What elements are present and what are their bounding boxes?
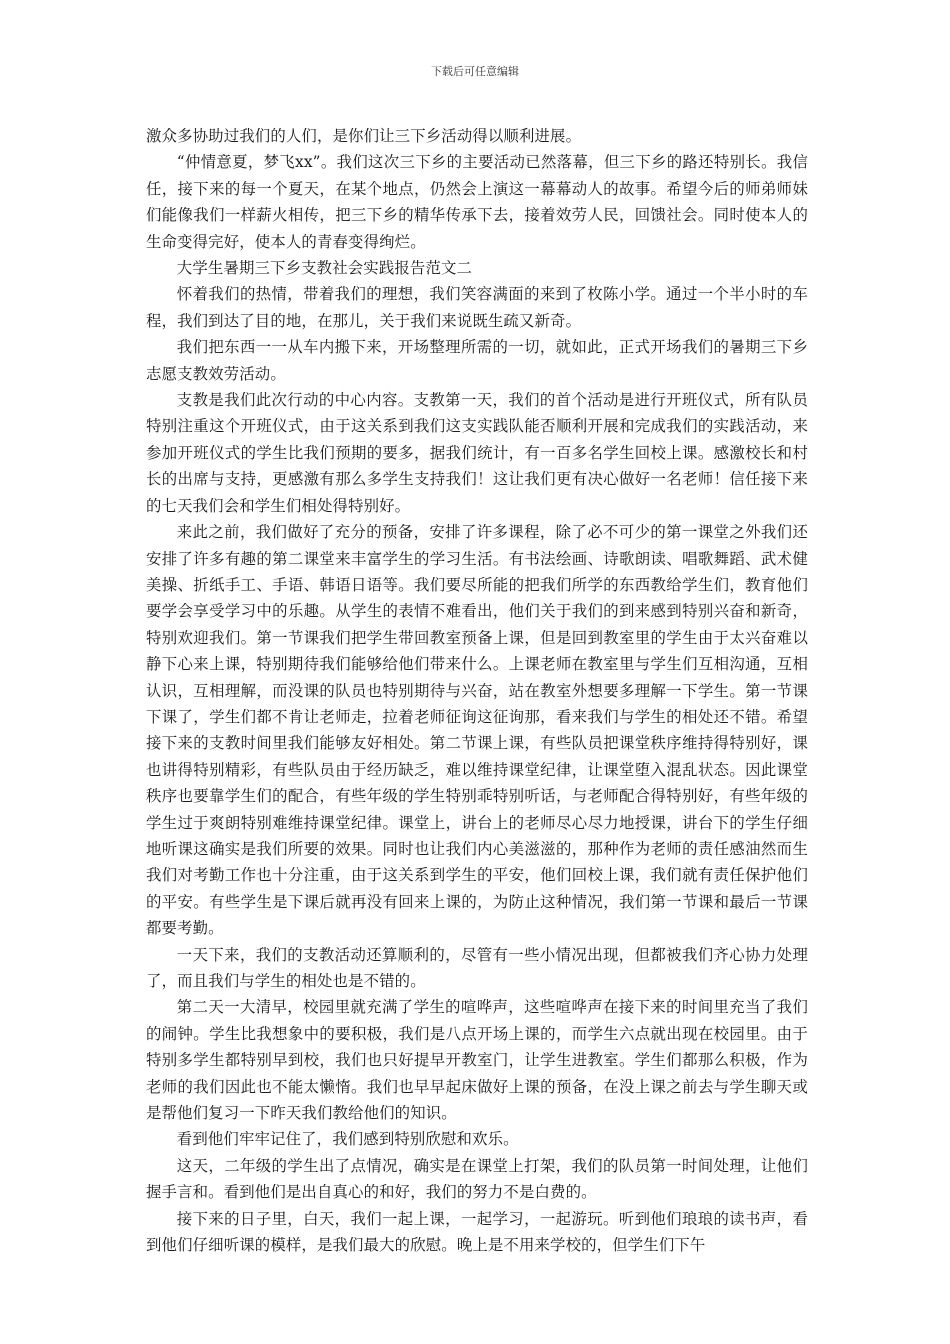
body-paragraph: 接下来的日子里，白天，我们一起上课，一起学习，一起游玩。听到他们琅琅的读书声，看到他们仔细听课的模样，是我们最大的欣慰。晚上是不用来学校的，但学生们下午 (146, 1209, 808, 1255)
page-header: 下载后可任意编辑 (431, 65, 519, 78)
body-paragraph: 第二天一大清早，校园里就充满了学生的喧哗声，这些喧哗声在接下来的时间里充当了我们的闹钟。学生比我想象中的要积极，我们是八点开场上课的，而学生六点就出现在校园里。由于特别多学生都特别早到校，我们也只好提早开教室门，让学生进教室。学生们都那么积极，作为老师的我们因此也不能太懒惰。我们也早早起床做好上课的预备，在没上课之前去与学生聊天或是帮他们复习一下昨天我们教给他们的知识。 (146, 998, 808, 1123)
body-paragraph: 这天，二年级的学生出了点情况，确实是在课堂上打架，我们的队员第一时间处理，让他们握手言和。看到他们是出自真心的和好，我们的努力不是白费的。 (146, 1156, 808, 1202)
body-paragraph: 看到他们牢牢记住了，我们感到特别欣慰和欢乐。 (176, 1130, 519, 1149)
body-paragraph: 激众多协助过我们的人们，是你们让三下乡活动得以顺利进展。 (146, 127, 582, 145)
body-paragraph: 怀着我们的热情，带着我们的理想，我们笑容满面的来到了枚陈小学。通过一个半小时的车程，我们到达了目的地，在那儿，关于我们来说既生疏又新奇。 (146, 285, 808, 330)
body-paragraph: 一天下来，我们的支教活动还算顺利的，尽管有一些小情况出现，但都被我们齐心协力处理了，而且我们与学生的相处也是不错的。 (146, 945, 808, 990)
body-paragraph: 我们把东西一一从车内搬下来，开场整理所需的一切，就如此，正式开场我们的暑期三下乡志愿支教效劳活动。 (146, 338, 808, 383)
section-title: 大学生暑期三下乡支教社会实践报告范文二 (176, 259, 473, 278)
body-paragraph: “仲情意夏，梦飞xx”。我们这次三下乡的主要活动已然落幕，但三下乡的路还特别长。我信任，接下来的每一个夏天，在某个地点，仍然会上演这一幕幕动人的故事。希望今后的师弟师妹们能像我们一样薪火相传，把三下乡的精华传承下去，接着效劳人民，回馈社会。同时使本人的生命变得完好，使本人的青春变得绚烂。 (146, 153, 808, 251)
body-paragraph: 来此之前，我们做好了充分的预备，安排了许多课程，除了必不可少的第一课堂之外我们还安排了许多有趣的第二课堂来丰富学生的学习生活。有书法绘画、诗歌朗读、唱歌舞蹈、武术健美操、折纸手工、手语、韩语日语等。我们要尽所能的把我们所学的东西教给学生们，教育他们要学会享受学习中的乐趣。从学生的表情不难看出，他们关于我们的到来感到特别兴奋和新奇，特别欢迎我们。第一节课我们把学生带回教室预备上课，但是回到教室里的学生由于太兴奋难以静下心来上课，特别期待我们能够给他们带来什么。上课老师在教室里与学生们互相沟通，互相认识，互相理解，而没课的队员也特别期待与兴奋，站在教室外想要多理解一下学生。第一节课下课了，学生们都不肯让老师走，拉着老师征询这征询那，看来我们与学生的相处还不错。希望接下来的支教时间里我们能够友好相处。第二节课上课，有些队员把课堂秩序维持得特别好，课也讲得特别精彩，有些队员由于经历缺乏，难以维持课堂纪律，让课堂堕入混乱状态。因此课堂秩序也要靠学生们的配合，有些年级的学生特别乖特别听话，与老师配合得特别好，有些年级的学生过于爽朗特别难维持课堂纪律。课堂上，讲台上的老师尽心尽力地授课，讲台下的学生仔细地听课这确实是我们所要的效果。同时也让我们内心美滋滋的，那种作为老师的责任感油然而生我们对考勤工作也十分注重，由于这关系到学生的平安，他们回校上课，我们就有责任保护他们的平安。有些学生是下课后就再没有回来上课的，为防止这种情况，我们第一节课和最后一节课都要考勤。 (146, 523, 808, 938)
document-body (146, 123, 808, 1258)
body-paragraph: 支教是我们此次行动的中心内容。支教第一天，我们的首个活动是进行开班仪式，所有队员特别注重这个开班仪式，由于这关系到我们这支实践队能否顺利开展和完成我们的实践活动，来参加开班仪式的学生比我们预期的要多，据我们统计，有一百多名学生回校上课。感激校长和村长的出席与支持，更感激有那么多学生支持我们！这让我们更有决心做好一名老师！信任接下来的七天我们会和学生们相处得特别好。 (146, 391, 808, 515)
